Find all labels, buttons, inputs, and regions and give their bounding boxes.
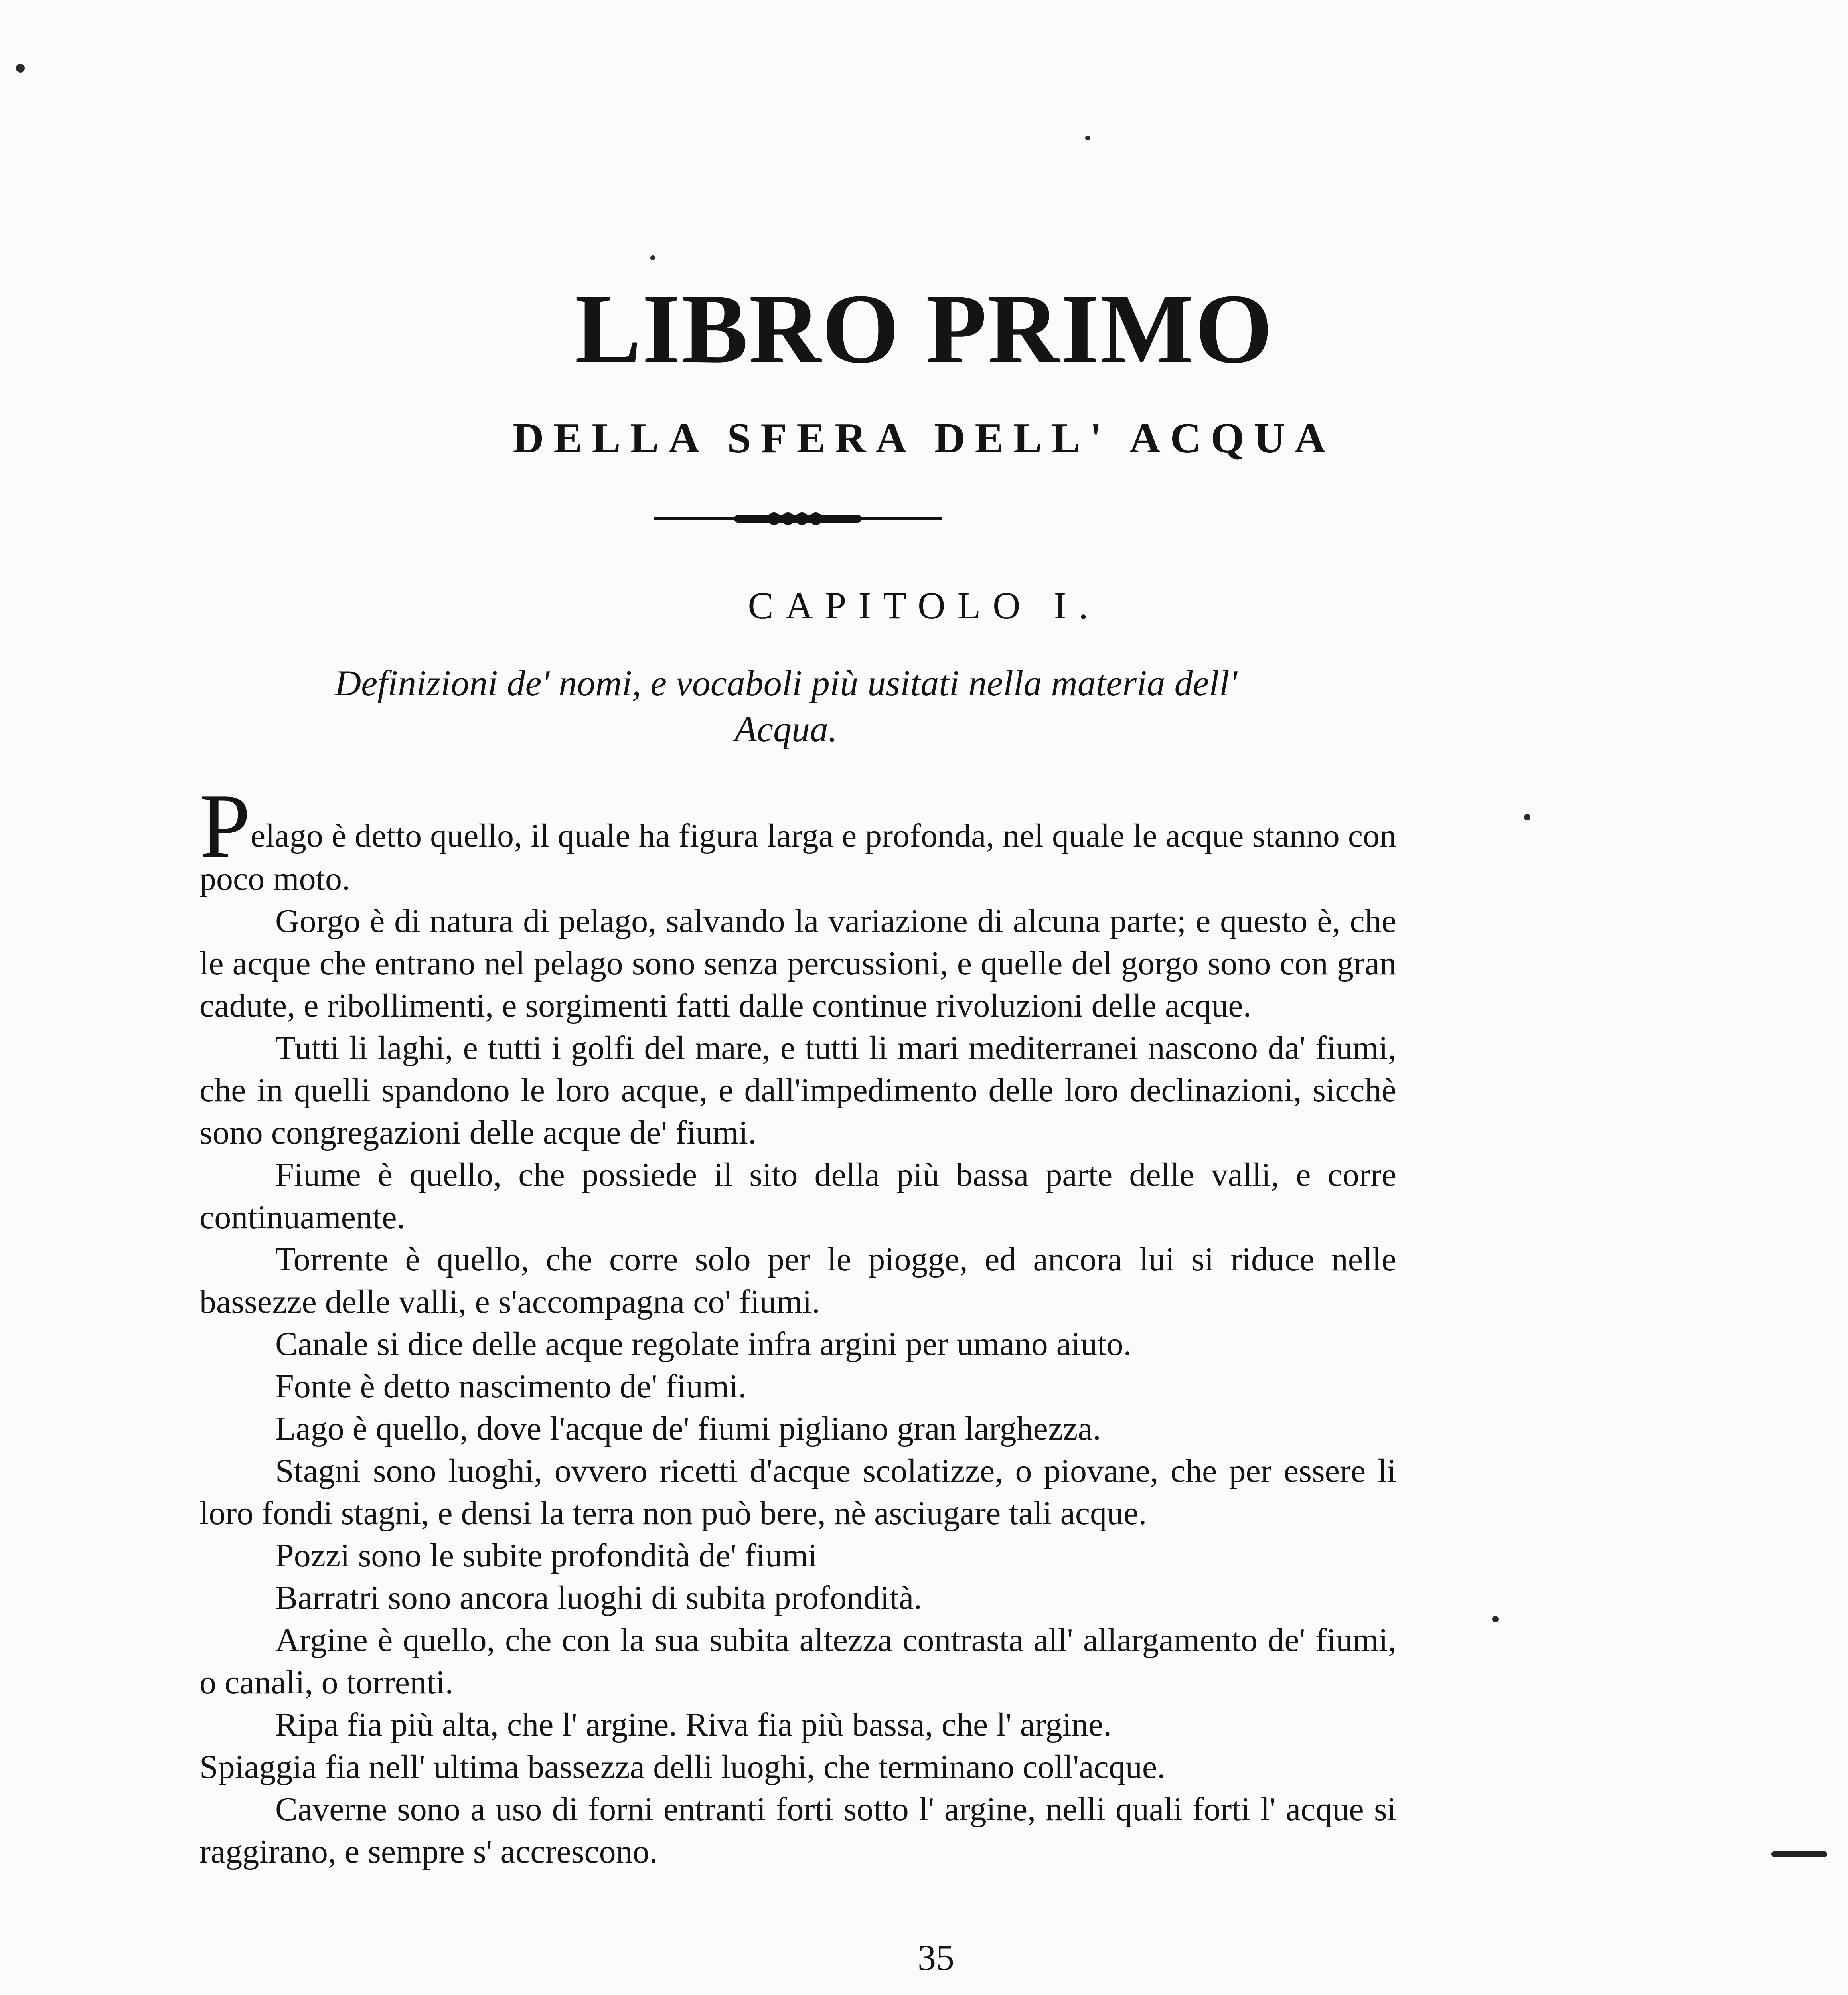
- scan-speck: [1085, 136, 1090, 140]
- body-text: [199, 775, 1396, 1873]
- paragraph-laghi: Tutti li laghi, e tutti i golfi del mare, e tutti li mari mediterranei nascono da' fiumi, che in quelli spandono le loro acque, e dall'impedimento delle loro declinazioni, sicchè sono congregazioni delle acque de' fiumi.: [199, 1029, 1396, 1151]
- paragraph-fonte: Fonte è detto nascimento de' fiumi.: [275, 1368, 747, 1405]
- drop-cap: P: [199, 775, 251, 877]
- page-number: 35: [918, 1937, 954, 1978]
- paragraph-pozzi: Pozzi sono le subite profondità de' fiumi: [275, 1537, 817, 1574]
- paragraph-spiaggia: Spiaggia fia nell' ultima bassezza delli luoghi, che terminano coll'acque.: [199, 1748, 1166, 1786]
- ornament-divider: [654, 507, 942, 531]
- scan-speck: [1524, 814, 1530, 820]
- paragraph-lago: Lago è quello, dove l'acque de' fiumi pigliano gran larghezza.: [275, 1410, 1101, 1447]
- paragraph-barratri: Barratri sono ancora luoghi di subita profondità.: [275, 1579, 922, 1616]
- scan-speck: [650, 255, 655, 260]
- scan-speck: [1492, 1616, 1499, 1622]
- paragraph-pelago: [199, 775, 1396, 900]
- paragraph-canale: Canale si dice delle acque regolate infra argini per umano aiuto.: [275, 1325, 1132, 1363]
- book-title: LIBRO PRIMO: [575, 274, 1273, 384]
- paragraph-text: elago è detto quello, il quale ha figura larga e profonda, nel quale le acque stanno con poco moto.: [199, 817, 1396, 897]
- paragraph-torrente: Torrente è quello, che corre solo per le piogge, ed ancora lui si riduce nelle bassezze delle valli, e s'accompagna co' fiumi.: [199, 1241, 1396, 1320]
- paragraph-fiume: Fiume è quello, che possiede il sito della più bassa parte delle valli, e corre continuamente.: [199, 1156, 1396, 1236]
- paragraph-argine: Argine è quello, che con la sua subita altezza contrasta all' allargamento de' fiumi, o canali, o torrenti.: [199, 1622, 1396, 1701]
- paragraph-caverne: Caverne sono a uso di forni entranti forti sotto l' argine, nelli quali forti l' acque si raggirano, e sempre s' accrescono.: [199, 1791, 1396, 1870]
- chapter-heading: CAPITOLO I.: [748, 584, 1100, 627]
- section-title: DELLA SFERA DELL' ACQUA: [513, 415, 1335, 462]
- chapter-subtitle: Definizioni de' nomi, e vocaboli più usitati nella materia dell' Acqua.: [334, 663, 1238, 749]
- paragraph-gorgo: Gorgo è di natura di pelago, salvando la variazione di alcuna parte; e questo è, che le acque che entrano nel pelago sono senza percussioni, e quelle del gorgo sono con gran cadute, e ribollimenti, e sorgimenti fatti dalle continue rivoluzioni delle acque.: [199, 903, 1396, 1024]
- paragraph-stagni: Stagni sono luoghi, ovvero ricetti d'acque scolatizze, o piovane, che per essere li loro fondi stagni, e densi la terra non può bere, nè asciugare tali acque.: [199, 1452, 1396, 1532]
- scan-mark: [1771, 1851, 1827, 1857]
- scan-speck: [16, 64, 25, 73]
- paragraph-ripa: Ripa fia più alta, che l' argine. Riva fia più bassa, che l' argine.: [275, 1706, 1112, 1743]
